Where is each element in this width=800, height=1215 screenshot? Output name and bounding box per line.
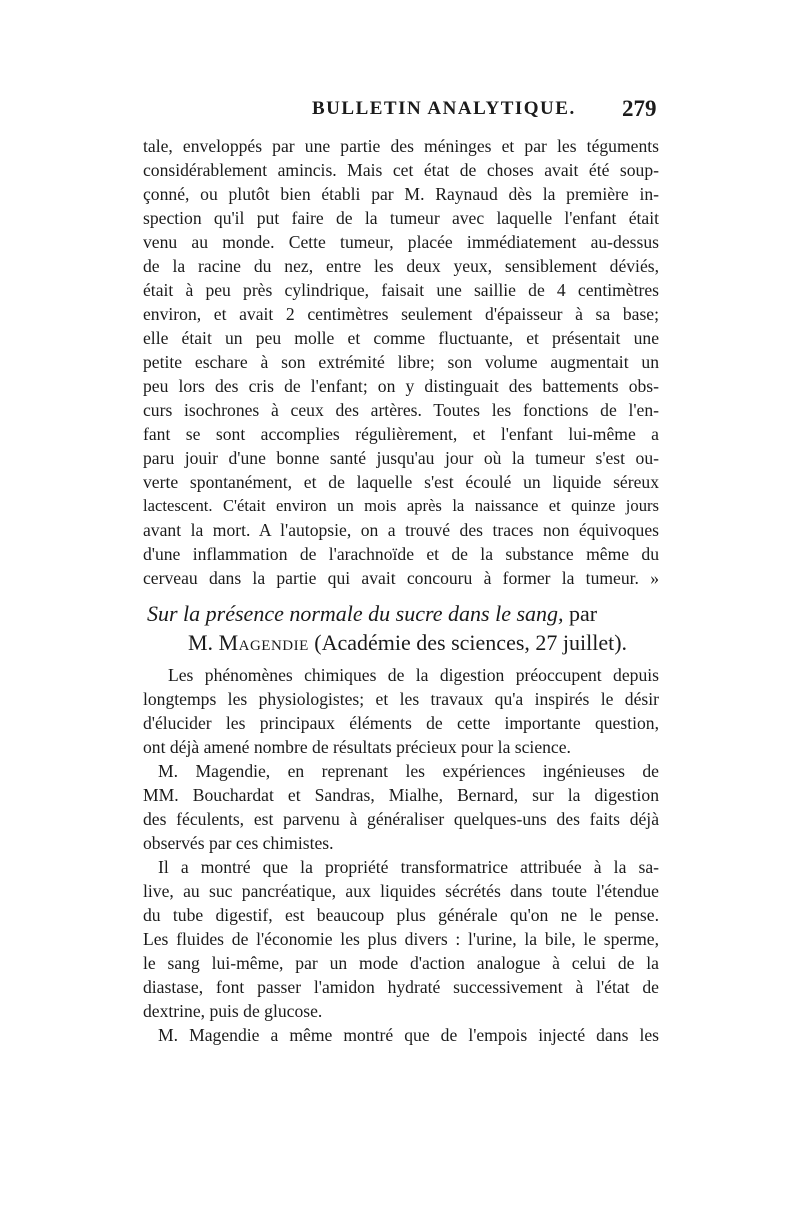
text-line: venu au monde. Cette tumeur, placée immédiatement au-dessus bbox=[143, 232, 659, 252]
text-line: Il a montré que la propriété transformatrice attribuée à la sa- bbox=[158, 857, 659, 877]
text-line: verte spontanément, et de laquelle s'est écoulé un liquide séreux bbox=[143, 472, 659, 492]
text-line: dextrine, puis de glucose. bbox=[143, 1001, 323, 1021]
text-line: elle était un peu molle et comme fluctuante, et présentait une bbox=[143, 328, 659, 348]
text-line: Les phénomènes chimiques de la digestion préoccupent depuis bbox=[168, 665, 659, 685]
text-line: de la racine du nez, entre les deux yeux, sensiblement déviés, bbox=[143, 256, 659, 276]
text-line: M. Magendie a même montré que de l'empois injecté dans les bbox=[158, 1025, 659, 1045]
text-line: ont déjà amené nombre de résultats précieux pour la science. bbox=[143, 737, 571, 757]
section-title: Sur la présence normale du sucre dans le sang, bbox=[147, 601, 564, 626]
text-line: avant la mort. A l'autopsie, on a trouvé des traces non équivoques bbox=[143, 520, 659, 540]
text-line: environ, et avait 2 centimètres seulement d'épaisseur à sa base; bbox=[143, 304, 659, 324]
text-line: peu lors des cris de l'enfant; on y distinguait des battements obs- bbox=[143, 376, 659, 396]
source-reference: (Académie des sciences, 27 juillet). bbox=[314, 630, 628, 655]
text-line: d'une inflammation de l'arachnoïde et de la substance même du bbox=[143, 544, 659, 564]
text-line: diastase, font passer l'amidon hydraté successivement à l'état de bbox=[143, 977, 659, 997]
section-title-line bbox=[147, 599, 659, 629]
text-line: considérablement amincis. Mais cet état de choses avait été soup- bbox=[143, 160, 659, 180]
text-line: paru jouir d'une bonne santé jusqu'au jour où la tumeur s'est ou- bbox=[143, 448, 659, 468]
text-line: MM. Bouchardat et Sandras, Mialhe, Bernard, sur la digestion bbox=[143, 785, 659, 805]
text-line: live, au suc pancréatique, aux liquides sécrétés dans toute l'étendue bbox=[143, 881, 659, 901]
text-line: le sang lui-même, par un mode d'action analogue à celui de la bbox=[143, 953, 659, 973]
text-line: curs isochrones à ceux des artères. Toutes les fonctions de l'en- bbox=[143, 400, 659, 420]
text-line: était à peu près cylindrique, faisait une saillie de 4 centimètres bbox=[143, 280, 659, 300]
text-line: fant se sont accomplies régulièrement, et l'enfant lui-même a bbox=[143, 424, 659, 444]
text-line: longtemps les physiologistes; et les travaux qu'a inspirés le désir bbox=[143, 689, 659, 709]
author-name: Magendie bbox=[218, 630, 309, 655]
running-title: BULLETIN ANALYTIQUE. bbox=[312, 98, 576, 119]
section-byline bbox=[188, 628, 659, 658]
text-line: M. Magendie, en reprenant les expériences ingénieuses de bbox=[158, 761, 659, 781]
text-line: observés par ces chimistes. bbox=[143, 833, 334, 853]
text-line: spection qu'il put faire de la tumeur avec laquelle l'enfant était bbox=[143, 208, 659, 228]
text-line: des féculents, est parvenu à généraliser quelques-uns des faits déjà bbox=[143, 809, 659, 829]
text-line: cerveau dans la partie qui avait concouru à former la tumeur. » bbox=[143, 568, 659, 588]
text-line: du tube digestif, est beaucoup plus générale qu'on ne le pense. bbox=[143, 905, 659, 925]
text-line: tale, enveloppés par une partie des méninges et par les téguments bbox=[143, 136, 659, 156]
text-line: lactescent. C'était environ un mois après la naissance et quinze jours bbox=[143, 496, 659, 515]
text-line: çonné, ou plutôt bien établi par M. Raynaud dès la première in- bbox=[143, 184, 659, 204]
author-prefix: M. bbox=[188, 630, 214, 655]
section-title-suffix: par bbox=[569, 601, 598, 626]
text-line: d'élucider les principaux éléments de cette importante question, bbox=[143, 713, 659, 733]
text-line: Les fluides de l'économie les plus divers : l'urine, la bile, le sperme, bbox=[143, 929, 659, 949]
page-number: 279 bbox=[622, 96, 657, 121]
text-line: petite eschare à son extrémité libre; son volume augmentait un bbox=[143, 352, 659, 372]
